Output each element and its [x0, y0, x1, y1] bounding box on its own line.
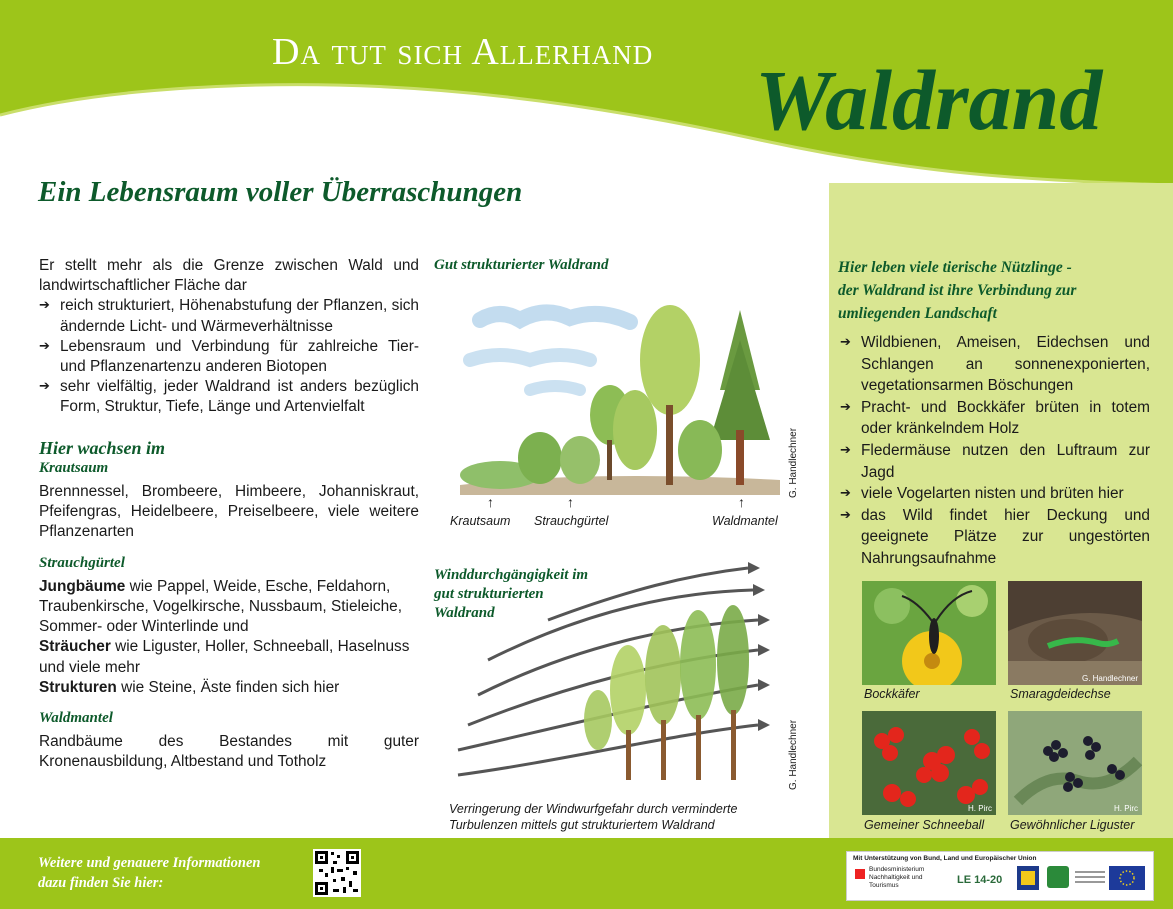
photo-smaragdeidechse: G. Handlechner: [1008, 581, 1142, 685]
caption-schneeball: Gemeiner Schneeball: [864, 818, 985, 832]
caption-liguster: Gewöhnlicher Liguster: [1010, 818, 1135, 832]
le-logo: LE 14-20: [957, 874, 1003, 886]
waldmantel-text: Randbäume des Bestandes mit guter Kronenausbildung, Altbestand und Totholz: [39, 733, 419, 771]
sponsor-logos: [846, 851, 1154, 901]
right-bullets: [840, 332, 1150, 570]
strukturen-text: wie Steine, Äste finden sich hier: [116, 678, 340, 696]
photo-schneeball: H. Pirc: [862, 711, 996, 815]
intro-bullet: ➔ sehr vielfältig, jeder Waldrand ist anders bezüglich Form, Struktur, Tiefe, Länge und Artenvielfalt: [39, 377, 419, 417]
right-bullet: ➔ das Wild findet hier Deckung und geeignete Plätze zur ungestörten Nahrungsaufnahme: [840, 505, 1150, 570]
illustration1-caption: Gut strukturierter Waldrand: [434, 257, 609, 273]
illustration2-caption: Winddurchgängigkeit im gut strukturierten Waldrand: [434, 567, 589, 621]
qr-code[interactable]: [313, 849, 361, 897]
lower-austria-logo: [1017, 866, 1039, 890]
right-bullet: ➔ Fledermäuse nutzen den Luftraum zur Jagd: [840, 440, 1150, 483]
illustration2-credit: G. Handlechner: [788, 719, 799, 790]
header-kicker: Da tut sich Allerhand: [272, 31, 654, 73]
krautsaum-text: Brennnessel, Brombeere, Himbeere, Johanniskraut, Pfeifengras, Heidelbeere, Preiselbeere, viele weitere Pflanzenarten: [39, 483, 419, 541]
label-krautsaum: Krautsaum: [450, 514, 511, 528]
label-waldmantel: Waldmantel: [712, 514, 778, 528]
growth-heading: Hier wachsen im: [39, 437, 166, 458]
right-bullet: ➔ viele Vogelarten nisten und brüten hier: [840, 483, 1150, 505]
photo-liguster: H. Pirc: [1008, 711, 1142, 815]
arrow-strauchguertel: ↑: [567, 494, 574, 510]
jungbaeume-label: Jungbäume: [39, 577, 126, 595]
intro-bullet: ➔ reich strukturiert, Höhenabstufung der Pflanzen, sich ändernde Licht- und Wärmeverhältnisse: [39, 296, 419, 336]
ministry-logo: Bundesministerium Nachhaltigkeit und Tourismus: [869, 866, 925, 889]
left-column: [39, 256, 419, 773]
intro-text: Er stellt mehr als die Grenze zwischen Wald und landwirtschaftlicher Fläche dar: [39, 257, 419, 295]
right-bullet: ➔ Wildbienen, Ameisen, Eidechsen und Schlangen an sonnenexponierten, vegetationsarmen Böschungen: [840, 332, 1150, 397]
waldmantel-heading: Waldmantel: [39, 710, 113, 727]
eu-flag-icon: [1109, 866, 1145, 890]
leader-logo: [1047, 866, 1069, 888]
caption-smaragdeidechse: Smaragdeidechse: [1010, 687, 1111, 701]
jungbaeume-text: wie Pappel, Weide, Esche, Feldahorn, Traubenkirsche, Vogelkirsche, Nussbaum, Stieleiche, Sommer- oder Winterlinde und: [39, 577, 402, 636]
page-title: Waldrand: [755, 52, 1103, 148]
eu-fund-text: [1075, 868, 1105, 888]
illustration1-credit: G. Handlechner: [788, 427, 799, 498]
arrow-waldmantel: ↑: [738, 494, 745, 510]
intro-bullet: ➔ Lebensraum und Verbindung für zahlreiche Tier- und Pflanzenartenzu anderen Biotopen: [39, 337, 419, 377]
footer-text: Weitere und genauere Informationen dazu finden Sie hier:: [38, 855, 261, 891]
section-title: Ein Lebensraum voller Überraschungen: [38, 176, 523, 208]
caption-bockkaefer: Bockkäfer: [864, 687, 920, 701]
intro-bullets: [39, 296, 419, 417]
austria-flag-icon: [855, 869, 865, 879]
strauchguertel-heading: Strauchgürtel: [39, 554, 125, 571]
right-heading: Hier leben viele tierische Nützlinge - der Waldrand ist ihre Verbindung zur umliegenden Landschaft: [838, 259, 1077, 322]
strukturen-label: Strukturen: [39, 678, 117, 696]
sponsor-line: Mit Unterstützung von Bund, Land und Europäischer Union: [853, 855, 1037, 862]
straeucher-text: wie Liguster, Holler, Schneeball, Haselnuss und viele mehr: [39, 638, 410, 676]
forest-edge-illustration: [440, 280, 800, 500]
right-bullet: ➔ Pracht- und Bockkäfer brüten in totem oder kränkelndem Holz: [840, 397, 1150, 440]
strauchguertel-text: [39, 577, 419, 698]
krautsaum-heading: Krautsaum: [39, 459, 109, 476]
wind-illustration: [448, 550, 798, 790]
arrow-krautsaum: ↑: [487, 494, 494, 510]
label-strauchguertel: Strauchgürtel: [534, 514, 609, 528]
photo-bockkaefer: [862, 581, 996, 685]
wind-caption: Verringerung der Windwurfgefahr durch verminderte Turbulenzen mittels gut strukturiertem Waldrand: [449, 802, 738, 832]
straeucher-label: Sträucher: [39, 638, 111, 656]
